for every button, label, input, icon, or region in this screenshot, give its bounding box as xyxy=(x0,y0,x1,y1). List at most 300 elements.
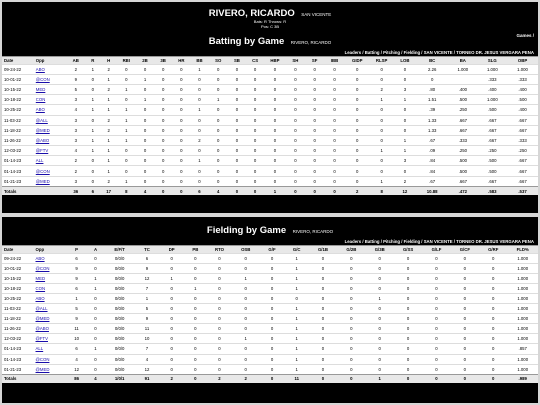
column-header: G/1B xyxy=(309,246,337,254)
stat-cell: 0 xyxy=(324,115,344,125)
opponent-link[interactable]: MED xyxy=(34,84,67,94)
stat-cell: 9 xyxy=(67,74,85,84)
stat-cell: 4 xyxy=(67,105,85,115)
stat-cell: 0 xyxy=(479,324,507,334)
stat-cell: 1 xyxy=(117,105,136,115)
stat-cell: 0 xyxy=(246,74,264,84)
stat-cell: 1 xyxy=(232,334,259,344)
opponent-link[interactable]: @MED xyxy=(34,125,67,135)
stat-cell: 0 xyxy=(246,64,264,74)
stat-cell: 0 xyxy=(259,344,284,354)
table-row xyxy=(2,273,538,283)
opponent-link[interactable]: ALL xyxy=(34,156,67,166)
stat-cell: .500 xyxy=(448,95,478,105)
total-cell xyxy=(34,374,68,383)
stat-cell: 0 xyxy=(422,304,450,314)
stat-cell: .667 xyxy=(507,176,538,186)
stat-cell: 0 xyxy=(136,115,154,125)
batting-totals-row xyxy=(2,186,538,195)
stat-cell: 0 xyxy=(117,95,136,105)
stat-cell: 0 xyxy=(207,283,232,293)
stat-cell: 0 xyxy=(345,95,370,105)
stat-cell: 0 xyxy=(264,95,286,105)
stat-cell: 0 xyxy=(209,74,228,84)
stat-cell: 0 xyxy=(309,324,337,334)
stat-cell: 1.000 xyxy=(507,304,538,314)
opponent-link[interactable]: ABO xyxy=(34,64,67,74)
stat-cell: 1.000 xyxy=(448,64,478,74)
opponent-link[interactable]: @ABO xyxy=(34,135,67,145)
stat-cell: 0 xyxy=(246,146,264,156)
stat-cell: .09 xyxy=(416,146,448,156)
stat-cell: 0 xyxy=(172,115,190,125)
stat-cell: 0 xyxy=(324,156,344,166)
opponent-link[interactable]: @CON xyxy=(34,354,68,364)
column-header: OSB xyxy=(232,246,259,254)
stat-cell: 0 xyxy=(305,84,324,94)
opponent-link[interactable]: CON xyxy=(34,95,67,105)
total-cell: 0 xyxy=(246,186,264,195)
opponent-link[interactable]: @ALL xyxy=(34,115,67,125)
stat-cell: 1 xyxy=(85,125,101,135)
total-cell: 2 xyxy=(345,186,370,195)
stat-cell: .333 xyxy=(448,135,478,145)
stat-cell: 1 xyxy=(285,334,309,344)
total-cell: 0 xyxy=(184,374,207,383)
stat-cell: 10 xyxy=(134,334,159,344)
column-header: RBI xyxy=(117,57,136,65)
stat-cell: 0 xyxy=(154,95,172,105)
stat-cell: 0 xyxy=(286,146,305,156)
batting-header-row xyxy=(2,57,538,65)
stat-cell: 1 xyxy=(101,74,117,84)
stat-cell: 0 xyxy=(345,125,370,135)
opponent-link[interactable]: @MED xyxy=(34,176,67,186)
opponent-link[interactable]: ALL xyxy=(34,344,68,354)
stat-cell: .80 xyxy=(416,84,448,94)
game-date: 10-18-22 xyxy=(2,95,34,105)
opponent-link[interactable]: MED xyxy=(34,273,68,283)
stat-cell: 1 xyxy=(285,354,309,364)
stat-cell: 0 xyxy=(337,304,365,314)
opponent-link[interactable]: CON xyxy=(34,283,68,293)
stat-cell: 0 xyxy=(228,95,246,105)
stat-cell: 0 xyxy=(172,125,190,135)
stat-cell: 0 xyxy=(309,354,337,364)
stat-cell: 0 xyxy=(86,293,105,303)
total-cell: 1/0/1 xyxy=(105,374,134,383)
stat-cell: 0 xyxy=(207,364,232,374)
stat-cell: 12 xyxy=(134,273,159,283)
stat-cell: 0 xyxy=(422,334,450,344)
stat-cell: .667 xyxy=(448,176,478,186)
stat-cell: 3 xyxy=(67,135,85,145)
stat-cell: 3 xyxy=(67,95,85,105)
stat-cell: 1 xyxy=(394,146,417,156)
player-name: RIVERO, RICARDO xyxy=(208,8,295,19)
stat-cell: 1.000 xyxy=(507,293,538,303)
stat-cell: 0 xyxy=(324,84,344,94)
stat-cell: .400 xyxy=(478,84,508,94)
stat-cell: 0 xyxy=(228,115,246,125)
stat-cell: 0 xyxy=(190,84,208,94)
fielding-subtitle: RIVERO, RICARDO xyxy=(292,229,334,234)
stat-cell: 0 xyxy=(305,95,324,105)
stat-cell: 0 xyxy=(190,166,208,176)
stat-cell: 0 xyxy=(309,263,337,273)
stat-cell: 0 xyxy=(207,263,232,273)
stat-cell: 1 xyxy=(370,146,394,156)
stat-cell: 0 xyxy=(136,176,154,186)
stat-cell: 0 xyxy=(136,105,154,115)
stat-cell: 0 xyxy=(232,364,259,374)
total-cell: 0 xyxy=(286,186,305,195)
stat-cell: 0 xyxy=(286,115,305,125)
stat-cell: 1.000 xyxy=(507,314,538,324)
stat-cell: 0 xyxy=(479,314,507,324)
stat-cell: 0 xyxy=(416,74,448,84)
stat-cell: 7 xyxy=(134,283,159,293)
stat-cell: 0 xyxy=(209,64,228,74)
total-cell: 0 xyxy=(309,374,337,383)
stat-cell: 0 xyxy=(422,344,450,354)
breadcrumb[interactable]: Leaders / Batting / Pitching / Fielding / SAN VICENTE / TORNEO DR. JESUS VERGARA PENA xyxy=(344,50,534,55)
stat-cell: 1.000 xyxy=(478,64,508,74)
stat-cell: 0 xyxy=(422,283,450,293)
total-cell: 91 xyxy=(134,374,159,383)
table-row xyxy=(2,293,538,303)
column-header: AB xyxy=(67,57,85,65)
stat-cell: .667 xyxy=(507,156,538,166)
stat-cell: 0 xyxy=(309,304,337,314)
stat-cell: .333 xyxy=(507,74,538,84)
stat-cell: 6 xyxy=(134,253,159,263)
games-link[interactable]: Games / xyxy=(516,33,534,38)
stat-cell: 0 xyxy=(479,364,507,374)
opponent-link[interactable]: ABO xyxy=(34,105,67,115)
stat-cell: 1 xyxy=(285,314,309,324)
total-cell: 4 xyxy=(136,186,154,195)
stat-cell: 0 xyxy=(86,334,105,344)
column-header: H xyxy=(101,57,117,65)
stat-cell: 0 xyxy=(232,283,259,293)
opponent-link[interactable]: @FTV xyxy=(34,146,67,156)
stat-cell: 0 xyxy=(451,344,479,354)
stat-cell: 12 xyxy=(134,364,159,374)
stat-cell: 0 xyxy=(154,176,172,186)
stat-cell: 0 xyxy=(309,334,337,344)
stat-cell: 0 xyxy=(264,146,286,156)
column-header: BB xyxy=(190,57,208,65)
stat-cell: 0 xyxy=(366,253,394,263)
stat-cell: 1.000 xyxy=(478,95,508,105)
stat-cell: 0 xyxy=(259,304,284,314)
opponent-link[interactable]: @CON xyxy=(34,74,67,84)
stat-cell: 0 xyxy=(259,364,284,374)
stat-cell: 0 xyxy=(394,273,422,283)
column-header: BA xyxy=(448,57,478,65)
player-position: Pos: C 3B xyxy=(260,24,279,29)
stat-cell: 0 xyxy=(85,176,101,186)
stat-cell: 0 xyxy=(324,146,344,156)
stat-cell: 0 xyxy=(136,125,154,135)
opponent-link[interactable]: @MED xyxy=(34,314,68,324)
stat-cell: 0 xyxy=(394,354,422,364)
player-bats-throws: Bats: R Throws: R xyxy=(253,19,287,24)
column-header: OBP xyxy=(507,57,538,65)
stat-cell: .400 xyxy=(507,84,538,94)
stat-cell: .667 xyxy=(448,125,478,135)
stat-cell: 0 xyxy=(207,293,232,303)
stat-cell: .250 xyxy=(448,105,478,115)
game-date: 10-25-22 xyxy=(2,293,34,303)
stat-cell: 0 xyxy=(286,74,305,84)
stat-cell: 0 xyxy=(86,364,105,374)
stat-cell: 0 xyxy=(305,105,324,115)
stat-cell: 0 xyxy=(305,166,324,176)
total-cell: 4 xyxy=(209,186,228,195)
stat-cell: 1 xyxy=(285,273,309,283)
stat-cell: 1.000 xyxy=(507,273,538,283)
stat-cell: 0 xyxy=(366,324,394,334)
stat-cell: 0 xyxy=(228,84,246,94)
column-header: 3B xyxy=(154,57,172,65)
column-header: RTO xyxy=(207,246,232,254)
stat-cell: 0 xyxy=(394,283,422,293)
column-header: LOB xyxy=(394,57,417,65)
column-header: HBP xyxy=(264,57,286,65)
stat-cell: 1 xyxy=(370,176,394,186)
total-cell: 0 xyxy=(154,186,172,195)
stat-cell: 0 xyxy=(136,156,154,166)
total-cell: 0 xyxy=(259,374,284,383)
stat-cell: 0 xyxy=(345,146,370,156)
fielding-panel xyxy=(2,217,538,403)
stat-cell: 1 xyxy=(366,293,394,303)
stat-cell: 0 xyxy=(232,314,259,324)
stat-cell: 0 xyxy=(117,156,136,166)
stat-cell: 0 xyxy=(366,354,394,364)
stat-cell: 0 xyxy=(286,176,305,186)
game-date: 10-01-22 xyxy=(2,263,34,273)
table-row xyxy=(2,344,538,354)
column-header: G/LF xyxy=(422,246,450,254)
stat-cell: 0 xyxy=(337,314,365,324)
stat-cell: 0 xyxy=(184,364,207,374)
opponent-link[interactable]: ABO xyxy=(34,293,68,303)
stat-cell: 0 xyxy=(184,304,207,314)
table-row xyxy=(2,166,538,176)
stat-cell: 0 xyxy=(337,293,365,303)
stat-cell: 6 xyxy=(67,344,86,354)
stat-cell: 0 xyxy=(422,324,450,334)
stat-cell: 3 xyxy=(67,176,85,186)
total-cell: 6 xyxy=(190,186,208,195)
stat-cell: 0 xyxy=(337,263,365,273)
stat-cell: .667 xyxy=(478,125,508,135)
stat-cell: .500 xyxy=(478,156,508,166)
stat-cell: 6 xyxy=(67,253,86,263)
stat-cell: 0 xyxy=(324,105,344,115)
table-row xyxy=(2,176,538,186)
stat-cell: 0 xyxy=(246,125,264,135)
opponent-link[interactable]: ABO xyxy=(34,253,68,263)
column-header: HR xyxy=(172,57,190,65)
stat-cell: 2 xyxy=(370,84,394,94)
stat-cell: 1 xyxy=(85,135,101,145)
opponent-link[interactable]: @CON xyxy=(34,263,68,273)
stat-cell: 0 xyxy=(246,84,264,94)
stat-cell: 0 xyxy=(184,253,207,263)
stat-cell: .500 xyxy=(448,166,478,176)
stat-cell: 0 xyxy=(394,166,417,176)
stat-cell: 1 xyxy=(67,293,86,303)
stat-cell: 0 xyxy=(324,64,344,74)
stat-cell: 0 xyxy=(264,74,286,84)
stat-cell: 0 xyxy=(172,95,190,105)
opponent-link[interactable]: @CON xyxy=(34,166,67,176)
stat-cell: 0 xyxy=(232,344,259,354)
stat-cell: 1 xyxy=(285,344,309,354)
stat-cell: 0 xyxy=(337,344,365,354)
column-header: 2B xyxy=(136,57,154,65)
stat-cell: 1 xyxy=(232,273,259,283)
stat-cell: 0 xyxy=(228,105,246,115)
stat-cell: 1.000 xyxy=(507,324,538,334)
opponent-link[interactable]: @MED xyxy=(34,364,68,374)
stat-cell: 0 xyxy=(479,283,507,293)
stat-cell: 0 xyxy=(117,64,136,74)
stat-cell: 1 xyxy=(85,105,101,115)
stat-cell: 3 xyxy=(67,125,85,135)
game-date: 01-21-23 xyxy=(2,364,34,374)
stat-cell: .400 xyxy=(448,84,478,94)
column-header: CS xyxy=(246,57,264,65)
stat-cell: 0 xyxy=(190,74,208,84)
stat-cell: 0 xyxy=(259,324,284,334)
fielding-table xyxy=(2,245,538,383)
game-date: 10-25-22 xyxy=(2,105,34,115)
stat-cell: 0 xyxy=(422,314,450,324)
total-cell: 36 xyxy=(67,186,85,195)
stat-cell: 0 xyxy=(172,156,190,166)
stat-cell: 0 xyxy=(136,146,154,156)
player-team: SAN VICENTE xyxy=(301,12,332,17)
stat-cell: 0 xyxy=(160,283,184,293)
total-cell: 2 xyxy=(207,374,232,383)
stat-cell: 0 xyxy=(228,74,246,84)
stat-cell: .500 xyxy=(448,156,478,166)
stat-cell: 0 xyxy=(370,156,394,166)
stat-cell: 0 xyxy=(85,166,101,176)
total-cell: 0 xyxy=(172,186,190,195)
opponent-link[interactable]: @FTV xyxy=(34,334,68,344)
stat-cell: 0 xyxy=(136,84,154,94)
stat-cell: 0 xyxy=(207,314,232,324)
stat-cell: 0 xyxy=(264,105,286,115)
stat-cell: .667 xyxy=(448,115,478,125)
stat-cell: 0 xyxy=(172,74,190,84)
stat-cell: 0 xyxy=(154,105,172,115)
stat-cell: .667 xyxy=(507,115,538,125)
breadcrumb-fielding[interactable]: Leaders / Batting / Pitching / Fielding / SAN VICENTE / TORNEO DR. JESUS VERGARA PENA xyxy=(344,239,534,244)
stat-cell: 1 xyxy=(285,253,309,263)
stat-cell: 0 xyxy=(286,64,305,74)
column-header: G/F xyxy=(259,246,284,254)
stat-cell: 0 xyxy=(172,176,190,186)
stat-cell: 9 xyxy=(67,263,86,273)
stat-cell: .500 xyxy=(478,105,508,115)
stat-cell: 0 xyxy=(305,146,324,156)
batting-table xyxy=(2,56,538,195)
stat-cell: 0 xyxy=(154,64,172,74)
game-date: 11-26-22 xyxy=(2,135,34,145)
opponent-link[interactable]: @ALL xyxy=(34,304,68,314)
stat-cell: 0 xyxy=(324,166,344,176)
stat-cell: 3 xyxy=(394,156,417,166)
stat-cell: 2 xyxy=(394,176,417,186)
stat-cell: 0 xyxy=(136,166,154,176)
stat-cell: 0 xyxy=(207,344,232,354)
stat-cell: 0 xyxy=(246,105,264,115)
stat-cell: 0 xyxy=(366,304,394,314)
total-cell: .537 xyxy=(507,186,538,195)
game-date: 01-14-23 xyxy=(2,166,34,176)
total-cell: .989 xyxy=(507,374,538,383)
stat-cell: 0 xyxy=(394,364,422,374)
stat-cell: 0 xyxy=(172,84,190,94)
stat-cell: 0 xyxy=(345,176,370,186)
totals-label: Totals xyxy=(2,186,34,195)
stat-cell: 1 xyxy=(85,95,101,105)
stat-cell: 0 xyxy=(337,253,365,263)
stat-cell: 3 xyxy=(394,84,417,94)
column-header: G/3B xyxy=(366,246,394,254)
stat-cell: 0 xyxy=(394,125,417,135)
batting-title: Batting by Game xyxy=(208,36,285,47)
stat-cell: 5 xyxy=(67,84,85,94)
stat-cell: 0 xyxy=(394,304,422,314)
stat-cell: 5 xyxy=(134,304,159,314)
stat-cell: 1 xyxy=(86,344,105,354)
stat-cell: 1 xyxy=(190,156,208,166)
game-date: 10-15-22 xyxy=(2,84,34,94)
batting-panel xyxy=(2,2,538,213)
stat-cell: .333 xyxy=(478,74,508,84)
stat-cell: 0 xyxy=(160,324,184,334)
stat-cell: 0 xyxy=(305,156,324,166)
total-cell: 0 xyxy=(305,186,324,195)
stat-cell: 1.33 xyxy=(416,125,448,135)
game-date: 10-15-22 xyxy=(2,273,34,283)
opponent-link[interactable]: @ABO xyxy=(34,324,68,334)
stat-cell: 0 xyxy=(207,253,232,263)
total-cell: 0 xyxy=(337,374,365,383)
stat-cell: 0 xyxy=(117,146,136,156)
stat-cell: 1 xyxy=(136,74,154,84)
stat-cell: 0 xyxy=(345,64,370,74)
stat-cell: 0 xyxy=(184,314,207,324)
column-header: G/C xyxy=(285,246,309,254)
column-header: G/2B xyxy=(337,246,365,254)
stat-cell: 0 xyxy=(228,146,246,156)
stat-cell: 0 xyxy=(207,334,232,344)
stat-cell: 2 xyxy=(101,115,117,125)
stat-cell: .400 xyxy=(507,105,538,115)
stat-cell: 1 xyxy=(117,176,136,186)
stat-cell: 1 xyxy=(370,95,394,105)
stat-cell: 9 xyxy=(67,314,86,324)
